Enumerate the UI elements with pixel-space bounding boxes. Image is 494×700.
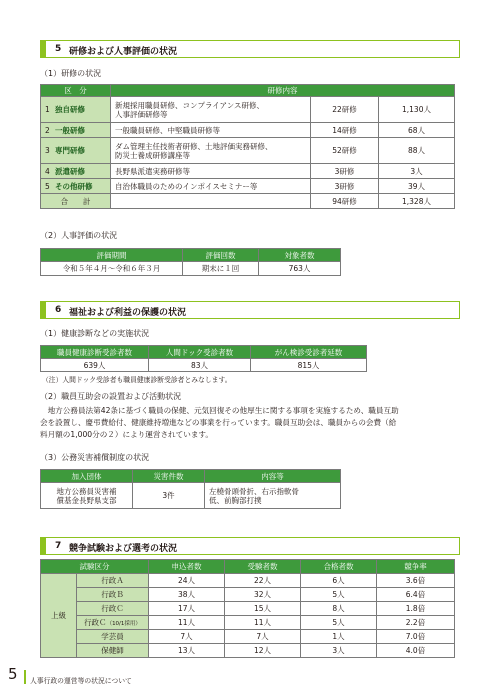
header-detail: 内容等 — [205, 470, 341, 483]
section-title: 競争試験および選考の状況 — [69, 544, 178, 554]
apply-cell: 38人 — [149, 588, 225, 602]
apply-cell: 11人 — [149, 616, 225, 630]
take-cell: 32人 — [225, 588, 301, 602]
mutual-line: 料月額の1,000分の２）により運営されています。 — [40, 430, 214, 439]
footer-text: 人事行政の運営等の状況について — [30, 677, 132, 685]
apply-cell: 7人 — [149, 630, 225, 644]
header-org: 加入団体 — [41, 470, 133, 483]
row-people: 3人 — [379, 164, 455, 179]
exam-table — [40, 559, 455, 658]
row-people: 1,130人 — [379, 97, 455, 123]
pass-cell: 3人 — [301, 644, 377, 658]
header-times: 評価回数 — [183, 249, 259, 262]
training-table — [40, 84, 455, 209]
header-apply: 申込者数 — [149, 560, 225, 574]
exam-name: 行政Ｂ — [77, 588, 149, 602]
table-row — [41, 483, 341, 509]
checkup-cell: 639人 — [41, 359, 149, 372]
apply-cell: 13人 — [149, 644, 225, 658]
row-label: 2 一般研修 — [41, 123, 111, 138]
header-pass: 合格者数 — [301, 560, 377, 574]
rate-cell: 7.0倍 — [377, 630, 455, 644]
header-division: 試験区分 — [41, 560, 149, 574]
evaluation-subtitle: （2）人事評価の状況 — [40, 231, 118, 240]
row-people: 68人 — [379, 123, 455, 138]
header-targets: 対象者数 — [259, 249, 341, 262]
targets-cell: 763人 — [259, 262, 341, 276]
row-count: 3研修 — [311, 179, 379, 194]
rate-cell: 2.2倍 — [377, 616, 455, 630]
health-note: （注）人間ドック受診者も職員健康診断受診者とみなします。 — [42, 376, 232, 384]
total-row — [41, 194, 455, 209]
mutual-paragraph — [40, 405, 468, 441]
rate-cell: 1.8倍 — [377, 602, 455, 616]
table-row — [41, 138, 455, 164]
header-category: 区 分 — [41, 85, 111, 97]
health-table — [40, 345, 367, 372]
section-number: 7 — [55, 541, 62, 551]
detail-cell: 左橈骨頭骨折、右示指軟骨 低、前胸部打撲 — [205, 483, 341, 509]
exam-name: 学芸員 — [77, 630, 149, 644]
exam-name: 保健師 — [77, 644, 149, 658]
exam-name: 行政Ｃ — [77, 602, 149, 616]
health-subtitle: （1）健康診断などの実施状況 — [40, 329, 150, 338]
table-header-row — [41, 470, 341, 483]
header-checkup: 職員健康診断受診者数 — [41, 346, 149, 359]
rate-cell: 3.6倍 — [377, 574, 455, 588]
page-number: 5 — [8, 665, 18, 683]
take-cell: 15人 — [225, 602, 301, 616]
row-count: 22研修 — [311, 97, 379, 123]
mutual-line: 地方公務員法第42条に基づく職員の保健、元気回復その他厚生に関する事項を実施するため、職員互助 — [40, 406, 399, 415]
take-cell: 12人 — [225, 644, 301, 658]
section-number: 5 — [55, 44, 62, 54]
table-row — [41, 644, 455, 658]
section-7-heading — [40, 537, 460, 555]
row-content: 自治体職員のためのインポイスセミナー等 — [111, 179, 311, 194]
mutual-subtitle: （2）職員互助会の設置および活動状況 — [40, 392, 182, 401]
times-cell: 期末に１回 — [183, 262, 259, 276]
table-header-row — [41, 346, 367, 359]
group-label: 上級 — [41, 574, 77, 658]
header-rate: 競争率 — [377, 560, 455, 574]
pass-cell: 1人 — [301, 630, 377, 644]
row-content: 一般職員研修、中堅職員研修等 — [111, 123, 311, 138]
table-row — [41, 179, 455, 194]
table-row — [41, 262, 341, 276]
cancer-cell: 815人 — [251, 359, 367, 372]
take-cell: 11人 — [225, 616, 301, 630]
take-cell: 22人 — [225, 574, 301, 588]
table-row — [41, 359, 367, 372]
total-count: 94研修 — [311, 194, 379, 209]
row-label: 3 専門研修 — [41, 138, 111, 164]
table-header-row — [41, 249, 341, 262]
training-subtitle: （1）研修の状況 — [40, 69, 102, 78]
total-label: 合 計 — [41, 194, 111, 209]
table-row — [41, 164, 455, 179]
table-row — [41, 588, 455, 602]
row-count: 52研修 — [311, 138, 379, 164]
header-cancer: がん検診受診者延数 — [251, 346, 367, 359]
row-content: ダム管理主任技術者研修、土地評価実務研修、 防災士養成研修講座等 — [111, 138, 311, 164]
header-take: 受験者数 — [225, 560, 301, 574]
table-row — [41, 123, 455, 138]
row-content: 長野県派遣実務研修等 — [111, 164, 311, 179]
row-content: 新規採用職員研修、コンプライアンス研修、 人事評価研修等 — [111, 97, 311, 123]
apply-cell: 17人 — [149, 602, 225, 616]
header-content: 研修内容 — [111, 85, 455, 97]
header-period: 評価期間 — [41, 249, 183, 262]
row-label: 4 派遣研修 — [41, 164, 111, 179]
take-cell: 7人 — [225, 630, 301, 644]
table-header-row — [41, 560, 455, 574]
row-count: 14研修 — [311, 123, 379, 138]
pass-cell: 8人 — [301, 602, 377, 616]
count-cell: 3件 — [133, 483, 205, 509]
dock-cell: 83人 — [149, 359, 251, 372]
header-dock: 人間ドック受診者数 — [149, 346, 251, 359]
table-row — [41, 616, 455, 630]
section-5-heading — [40, 40, 460, 58]
apply-cell: 24人 — [149, 574, 225, 588]
table-header-row — [41, 85, 455, 97]
row-people: 88人 — [379, 138, 455, 164]
row-label: 1 独自研修 — [41, 97, 111, 123]
exam-name: 行政Ａ — [77, 574, 149, 588]
header-count: 災害件数 — [133, 470, 205, 483]
pass-cell: 6人 — [301, 574, 377, 588]
section-title: 福祉および利益の保護の状況 — [69, 308, 187, 318]
rate-cell: 4.0倍 — [377, 644, 455, 658]
evaluation-table — [40, 248, 341, 276]
total-empty — [111, 194, 311, 209]
total-people: 1,328人 — [379, 194, 455, 209]
rate-cell: 6.4倍 — [377, 588, 455, 602]
footer-divider — [24, 670, 26, 684]
table-row — [41, 630, 455, 644]
mutual-line: 会を設置し、慶弔費給付、健康維持増進などの事業を行っています。職員互助会は、職員からの会費（給 — [40, 418, 397, 427]
section-title: 研修および人事評価の状況 — [69, 47, 178, 57]
accident-subtitle: （3）公務災害補償制度の状況 — [40, 453, 150, 462]
exam-name: 行政Ｃ（10/1採用） — [77, 616, 149, 630]
row-count: 3研修 — [311, 164, 379, 179]
table-row — [41, 97, 455, 123]
row-label: 5 その他研修 — [41, 179, 111, 194]
period-cell: 令和５年４月～令和６年３月 — [41, 262, 183, 276]
pass-cell: 5人 — [301, 588, 377, 602]
section-6-heading — [40, 301, 460, 319]
pass-cell: 5人 — [301, 616, 377, 630]
row-people: 39人 — [379, 179, 455, 194]
table-row — [41, 574, 455, 588]
accident-table — [40, 469, 341, 509]
org-cell: 地方公務員災害補 償基金長野県支部 — [41, 483, 133, 509]
section-number: 6 — [55, 305, 62, 315]
table-row — [41, 602, 455, 616]
